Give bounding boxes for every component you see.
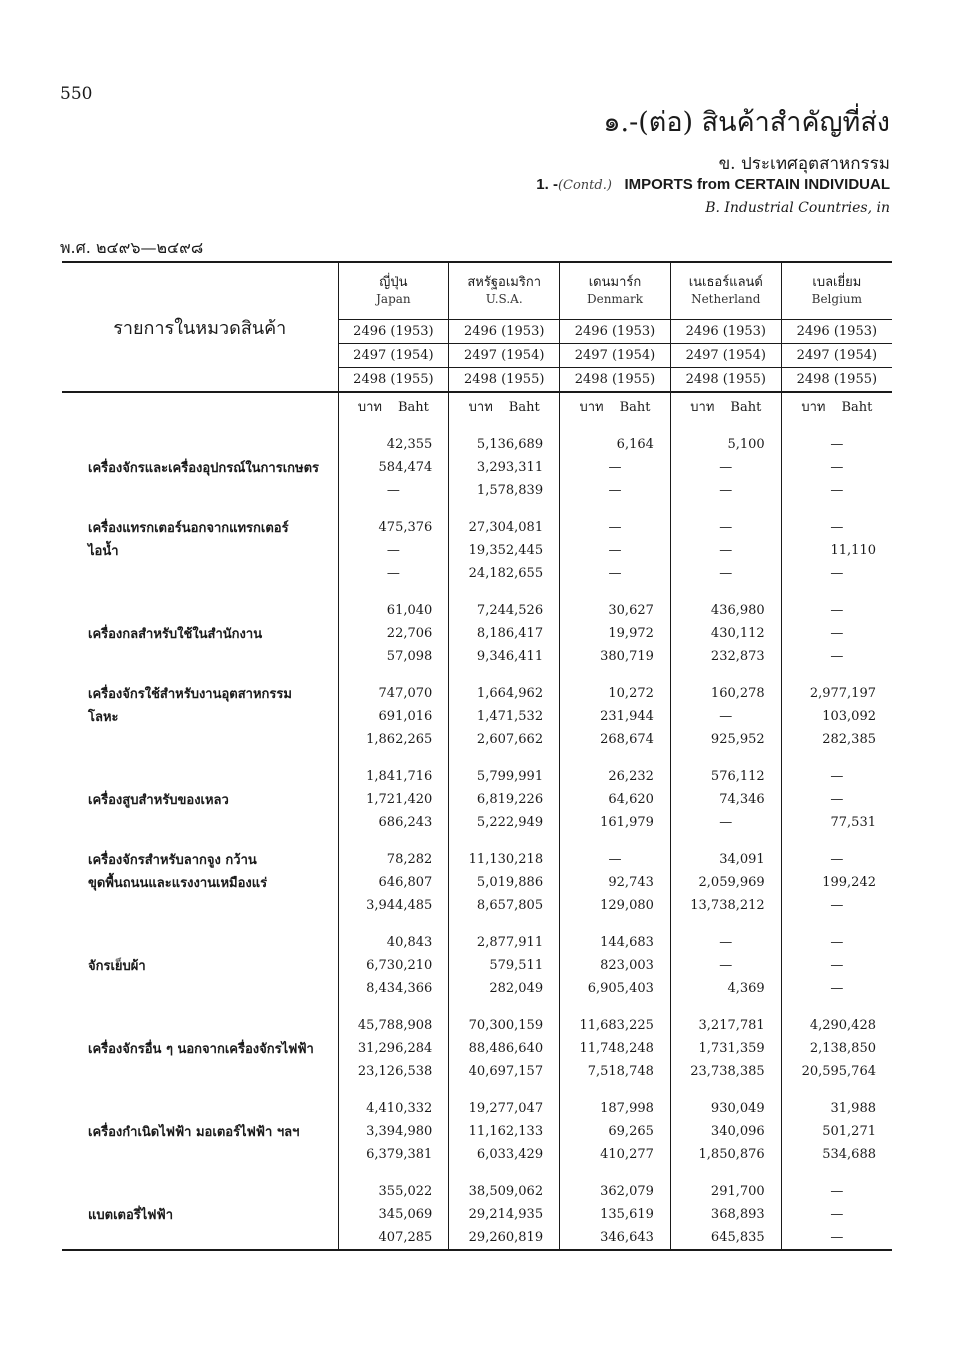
value-cell: 11,162,133: [449, 1120, 560, 1143]
table-row: [62, 871, 892, 894]
item-label: [62, 931, 338, 954]
value-cell: 34,091: [670, 848, 781, 871]
table-row: [62, 931, 892, 954]
value-cell: —: [781, 848, 892, 871]
value-cell: —: [781, 433, 892, 456]
value-cell: 20,595,764: [781, 1060, 892, 1083]
value-cell: 6,379,381: [338, 1143, 449, 1166]
group-spacer: [62, 502, 892, 516]
value-cell: 340,096: [670, 1120, 781, 1143]
value-cell: 475,376: [338, 516, 449, 539]
item-label: แบตเตอรี่ไฟฟ้า: [88, 1208, 173, 1223]
table-row: [62, 894, 892, 917]
page-number: 550: [60, 84, 93, 104]
value-cell: 88,486,640: [449, 1037, 560, 1060]
value-cell: —: [781, 599, 892, 622]
value-cell: —: [560, 516, 671, 539]
imports-table: [62, 261, 892, 1251]
table-row: [62, 1097, 892, 1120]
year-header: 2497 (1954): [560, 344, 671, 368]
year-header: 2498 (1955): [449, 368, 560, 393]
value-cell: 346,643: [560, 1226, 671, 1250]
group-spacer: [62, 1083, 892, 1097]
value-cell: 4,369: [670, 977, 781, 1000]
value-cell: 8,186,417: [449, 622, 560, 645]
item-label: โลหะ: [88, 710, 119, 725]
value-cell: 11,130,218: [449, 848, 560, 871]
value-cell: 2,607,662: [449, 728, 560, 751]
value-cell: 8,657,805: [449, 894, 560, 917]
value-cell: 3,293,311: [449, 456, 560, 479]
value-cell: 6,819,226: [449, 788, 560, 811]
title-english: [536, 176, 890, 193]
table-body: [62, 419, 892, 1250]
item-label: [62, 1226, 338, 1250]
value-cell: 1,850,876: [670, 1143, 781, 1166]
value-cell: 2,977,197: [781, 682, 892, 705]
value-cell: 5,222,949: [449, 811, 560, 834]
table-row: [62, 682, 892, 705]
subtitle-english: B. Industrial Countries, in: [705, 200, 890, 216]
table-row: [62, 728, 892, 751]
value-cell: —: [670, 539, 781, 562]
group-spacer: [62, 834, 892, 848]
value-cell: 1,862,265: [338, 728, 449, 751]
value-cell: 691,016: [338, 705, 449, 728]
value-cell: 11,683,225: [560, 1014, 671, 1037]
value-cell: 7,518,748: [560, 1060, 671, 1083]
value-cell: 61,040: [338, 599, 449, 622]
value-cell: 42,355: [338, 433, 449, 456]
table-row: [62, 1037, 892, 1060]
value-cell: 4,290,428: [781, 1014, 892, 1037]
group-spacer: [62, 751, 892, 765]
value-cell: 27,304,081: [449, 516, 560, 539]
value-cell: 576,112: [670, 765, 781, 788]
value-cell: 69,265: [560, 1120, 671, 1143]
value-cell: 6,905,403: [560, 977, 671, 1000]
table-row: [62, 479, 892, 502]
value-cell: —: [781, 1203, 892, 1226]
value-cell: 57,098: [338, 645, 449, 668]
value-cell: 646,807: [338, 871, 449, 894]
value-cell: 1,841,716: [338, 765, 449, 788]
item-label: ไอน้ำ: [88, 544, 119, 559]
country-name-english: Netherland: [691, 292, 761, 306]
table-row: [62, 954, 892, 977]
value-cell: 3,394,980: [338, 1120, 449, 1143]
year-range-thai: พ.ศ. ๒๔๙๖—๒๔๙๘: [60, 238, 204, 257]
table-row: [62, 1120, 892, 1143]
value-cell: 4,410,332: [338, 1097, 449, 1120]
value-cell: 232,873: [670, 645, 781, 668]
value-cell: 144,683: [560, 931, 671, 954]
value-cell: 199,242: [781, 871, 892, 894]
value-cell: 1,471,532: [449, 705, 560, 728]
value-cell: 74,346: [670, 788, 781, 811]
value-cell: 584,474: [338, 456, 449, 479]
value-cell: —: [338, 562, 449, 585]
value-cell: —: [670, 562, 781, 585]
item-label: เครื่องจักรสำหรับลากจูง กว้าน: [88, 853, 257, 868]
value-cell: 11,110: [781, 539, 892, 562]
value-cell: —: [781, 1180, 892, 1203]
table-row: [62, 516, 892, 539]
value-cell: 2,138,850: [781, 1037, 892, 1060]
value-cell: 8,434,366: [338, 977, 449, 1000]
value-cell: 45,788,908: [338, 1014, 449, 1037]
value-cell: 103,092: [781, 705, 892, 728]
value-cell: 23,126,538: [338, 1060, 449, 1083]
value-cell: 187,998: [560, 1097, 671, 1120]
item-label: ขุดพื้นถนนและแรงงานเหมืองแร่: [88, 876, 268, 891]
unit-header: [449, 392, 560, 419]
value-cell: 23,738,385: [670, 1060, 781, 1083]
item-label: [62, 479, 338, 502]
year-header: 2498 (1955): [781, 368, 892, 393]
unit-thai: บาท: [357, 399, 382, 415]
unit-thai: บาท: [468, 399, 493, 415]
country-header: [560, 262, 671, 320]
table-row: [62, 1203, 892, 1226]
value-cell: 282,385: [781, 728, 892, 751]
unit-english: Baht: [398, 399, 429, 415]
value-cell: 645,835: [670, 1226, 781, 1250]
unit-english: Baht: [841, 399, 873, 415]
item-label: [62, 765, 338, 788]
value-cell: 78,282: [338, 848, 449, 871]
table-row: [62, 765, 892, 788]
value-cell: —: [781, 977, 892, 1000]
value-cell: —: [781, 931, 892, 954]
unit-header: [670, 392, 781, 419]
value-cell: 19,277,047: [449, 1097, 560, 1120]
value-cell: 534,688: [781, 1143, 892, 1166]
item-label: [62, 811, 338, 834]
country-name-thai: เนเธอร์แลนด์: [688, 275, 763, 290]
table-row: [62, 811, 892, 834]
value-cell: 31,988: [781, 1097, 892, 1120]
value-cell: —: [560, 479, 671, 502]
item-label: [62, 599, 338, 622]
year-header: 2496 (1953): [338, 320, 449, 344]
value-cell: 925,952: [670, 728, 781, 751]
year-header: 2496 (1953): [670, 320, 781, 344]
value-cell: 7,244,526: [449, 599, 560, 622]
value-cell: —: [560, 848, 671, 871]
unit-header: [781, 392, 892, 419]
year-header: 2498 (1955): [338, 368, 449, 393]
value-cell: 1,578,839: [449, 479, 560, 502]
value-cell: —: [781, 562, 892, 585]
value-cell: —: [670, 516, 781, 539]
unit-header: [560, 392, 671, 419]
value-cell: 161,979: [560, 811, 671, 834]
value-cell: 6,164: [560, 433, 671, 456]
unit-english: Baht: [508, 399, 540, 415]
value-cell: 29,260,819: [449, 1226, 560, 1250]
item-label: เครื่องแทรกเตอร์นอกจากแทรกเตอร์: [88, 521, 289, 536]
country-name-thai: สหรัฐอเมริกา: [467, 275, 542, 290]
group-spacer: [62, 668, 892, 682]
value-cell: 407,285: [338, 1226, 449, 1250]
value-cell: 410,277: [560, 1143, 671, 1166]
country-header: [670, 262, 781, 320]
value-cell: 686,243: [338, 811, 449, 834]
table-row: [62, 599, 892, 622]
value-cell: —: [781, 765, 892, 788]
group-spacer: [62, 1166, 892, 1180]
year-header: 2496 (1953): [781, 320, 892, 344]
unit-english: Baht: [730, 399, 762, 415]
value-cell: 40,697,157: [449, 1060, 560, 1083]
table-row: [62, 1014, 892, 1037]
value-cell: 5,100: [670, 433, 781, 456]
title-english-text: IMPORTS from CERTAIN INDIVIDUAL: [624, 176, 890, 193]
value-cell: —: [560, 562, 671, 585]
table-row: [62, 433, 892, 456]
table-row: [62, 1060, 892, 1083]
value-cell: 26,232: [560, 765, 671, 788]
unit-header: [338, 392, 449, 419]
item-label: [62, 1060, 338, 1083]
value-cell: 291,700: [670, 1180, 781, 1203]
value-cell: 11,748,248: [560, 1037, 671, 1060]
table-row: [62, 562, 892, 585]
value-cell: 282,049: [449, 977, 560, 1000]
item-label: [62, 1014, 338, 1037]
item-label: เครื่องสูบสำหรับของเหลว: [88, 793, 229, 808]
value-cell: 30,627: [560, 599, 671, 622]
value-cell: —: [670, 479, 781, 502]
table-row: [62, 622, 892, 645]
item-label: เครื่องกำเนิดไฟฟ้า มอเตอร์ไฟฟ้า ฯลฯ: [88, 1125, 300, 1140]
country-name-thai: เดนมาร์ก: [588, 275, 642, 290]
year-header: 2498 (1955): [670, 368, 781, 393]
table-row: [62, 645, 892, 668]
country-name-thai: ญี่ปุ่น: [379, 275, 408, 290]
title-english-number: 1. -: [536, 176, 558, 193]
year-header: 2496 (1953): [449, 320, 560, 344]
value-cell: 13,738,212: [670, 894, 781, 917]
value-cell: 1,721,420: [338, 788, 449, 811]
value-cell: 930,049: [670, 1097, 781, 1120]
table-header: [62, 262, 892, 419]
value-cell: 430,112: [670, 622, 781, 645]
value-cell: 6,730,210: [338, 954, 449, 977]
value-cell: —: [670, 954, 781, 977]
item-label: [62, 1180, 338, 1203]
value-cell: 345,069: [338, 1203, 449, 1226]
title-english-contd: (Contd.): [557, 178, 612, 193]
value-cell: 579,511: [449, 954, 560, 977]
value-cell: —: [338, 479, 449, 502]
value-cell: 3,944,485: [338, 894, 449, 917]
value-cell: 29,214,935: [449, 1203, 560, 1226]
value-cell: 6,033,429: [449, 1143, 560, 1166]
value-cell: 368,893: [670, 1203, 781, 1226]
value-cell: 5,019,886: [449, 871, 560, 894]
value-cell: 355,022: [338, 1180, 449, 1203]
value-cell: 823,003: [560, 954, 671, 977]
value-cell: —: [781, 1226, 892, 1250]
year-header: 2497 (1954): [449, 344, 560, 368]
group-spacer: [62, 419, 892, 433]
value-cell: 380,719: [560, 645, 671, 668]
value-cell: —: [670, 456, 781, 479]
item-label: [62, 433, 338, 456]
country-name-english: Japan: [376, 292, 411, 306]
value-cell: —: [781, 894, 892, 917]
item-label: [62, 894, 338, 917]
value-cell: 2,059,969: [670, 871, 781, 894]
item-label: เครื่องจักรอื่น ๆ นอกจากเครื่องจักรไฟฟ้า: [88, 1042, 314, 1057]
item-label: เครื่องจักรใช้สำหรับงานอุตสาหกรรม: [88, 687, 292, 702]
value-cell: —: [560, 456, 671, 479]
year-header: 2497 (1954): [781, 344, 892, 368]
unit-row-spacer: [62, 392, 338, 419]
value-cell: —: [781, 622, 892, 645]
year-header: 2497 (1954): [670, 344, 781, 368]
table-row: [62, 977, 892, 1000]
value-cell: 70,300,159: [449, 1014, 560, 1037]
table-row: [62, 788, 892, 811]
year-header: 2496 (1953): [560, 320, 671, 344]
unit-thai: บาท: [801, 399, 826, 415]
value-cell: 1,664,962: [449, 682, 560, 705]
value-cell: 31,296,284: [338, 1037, 449, 1060]
item-label: [62, 562, 338, 585]
table-row: [62, 848, 892, 871]
value-cell: 19,972: [560, 622, 671, 645]
item-label: [62, 728, 338, 751]
country-header: [781, 262, 892, 320]
item-column-header: รายการในหมวดสินค้า: [62, 262, 338, 392]
value-cell: 19,352,445: [449, 539, 560, 562]
subtitle-thai: ข. ประเทศอุตสาหกรรม: [718, 154, 890, 174]
value-cell: 77,531: [781, 811, 892, 834]
value-cell: 38,509,062: [449, 1180, 560, 1203]
value-cell: 10,272: [560, 682, 671, 705]
value-cell: 231,944: [560, 705, 671, 728]
value-cell: 40,843: [338, 931, 449, 954]
group-spacer: [62, 585, 892, 599]
country-header: [449, 262, 560, 320]
group-spacer: [62, 917, 892, 931]
item-label: เครื่องจักรและเครื่องอุปกรณ์ในการเกษตร: [88, 461, 320, 476]
country-name-english: Denmark: [586, 292, 643, 306]
value-cell: 160,278: [670, 682, 781, 705]
value-cell: 135,619: [560, 1203, 671, 1226]
group-spacer: [62, 1000, 892, 1014]
value-cell: 5,136,689: [449, 433, 560, 456]
value-cell: —: [781, 788, 892, 811]
year-header: 2498 (1955): [560, 368, 671, 393]
value-cell: —: [781, 954, 892, 977]
value-cell: 501,271: [781, 1120, 892, 1143]
value-cell: 22,706: [338, 622, 449, 645]
table-row: [62, 539, 892, 562]
value-cell: 92,743: [560, 871, 671, 894]
value-cell: —: [670, 811, 781, 834]
item-label: [62, 977, 338, 1000]
unit-thai: บาท: [579, 399, 604, 415]
table-row: [62, 705, 892, 728]
year-header: 2497 (1954): [338, 344, 449, 368]
value-cell: 747,070: [338, 682, 449, 705]
value-cell: 24,182,655: [449, 562, 560, 585]
value-cell: —: [670, 931, 781, 954]
value-cell: —: [781, 479, 892, 502]
value-cell: —: [670, 705, 781, 728]
table-row: [62, 1180, 892, 1203]
country-name-thai: เบลเยี่ยม: [812, 275, 862, 290]
value-cell: —: [781, 645, 892, 668]
item-label: [62, 1097, 338, 1120]
title-thai: ๑.-(ต่อ) สินค้าสำคัญที่ส่ง: [603, 107, 890, 138]
value-cell: 9,346,411: [449, 645, 560, 668]
value-cell: —: [560, 539, 671, 562]
table-row: [62, 456, 892, 479]
value-cell: —: [781, 456, 892, 479]
value-cell: 3,217,781: [670, 1014, 781, 1037]
table-row: [62, 1226, 892, 1250]
item-label: [62, 645, 338, 668]
item-label: เครื่องกลสำหรับใช้ในสำนักงาน: [88, 627, 263, 642]
value-cell: 362,079: [560, 1180, 671, 1203]
value-cell: 268,674: [560, 728, 671, 751]
country-name-english: Belgium: [811, 292, 863, 306]
unit-english: Baht: [619, 399, 651, 415]
value-cell: 1,731,359: [670, 1037, 781, 1060]
value-cell: —: [338, 539, 449, 562]
value-cell: —: [781, 516, 892, 539]
country-header: [338, 262, 449, 320]
table-row: [62, 1143, 892, 1166]
item-label: [62, 1143, 338, 1166]
value-cell: 5,799,991: [449, 765, 560, 788]
value-cell: 64,620: [560, 788, 671, 811]
country-name-english: U.S.A.: [485, 292, 523, 306]
unit-thai: บาท: [690, 399, 715, 415]
value-cell: 436,980: [670, 599, 781, 622]
value-cell: 129,080: [560, 894, 671, 917]
item-label: จักรเย็บผ้า: [88, 959, 146, 974]
value-cell: 2,877,911: [449, 931, 560, 954]
